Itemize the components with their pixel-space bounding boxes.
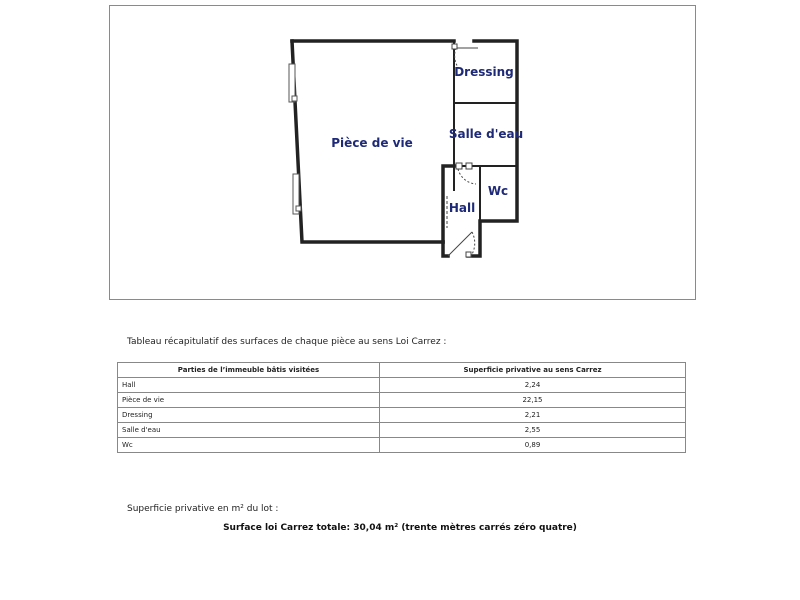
surface-cell: 2,24 (380, 378, 686, 393)
table-row (118, 408, 686, 423)
surface-cell: 2,21 (380, 408, 686, 423)
column-header-surface: Superficie privative au sens Carrez (380, 363, 686, 378)
room-label-piece-de-vie: Pièce de vie (331, 136, 413, 150)
table-row (118, 423, 686, 438)
table-header-row (118, 363, 686, 378)
windows (289, 64, 301, 214)
room-label-dressing: Dressing (454, 65, 514, 79)
lot-surface-label: Superficie privative en m² du lot : (127, 504, 279, 514)
surface-cell: 0,89 (380, 438, 686, 453)
table-row (118, 378, 686, 393)
room-name-cell: Dressing (118, 408, 380, 423)
floor-plan-drawing (110, 6, 697, 301)
column-header-parts: Parties de l’immeuble bâtis visitées (118, 363, 380, 378)
room-name-cell: Salle d'eau (118, 423, 380, 438)
room-label-hall: Hall (448, 201, 476, 215)
room-name-cell: Hall (118, 378, 380, 393)
surface-table (117, 362, 686, 453)
room-label-wc: Wc (487, 184, 509, 198)
room-name-cell: Wc (118, 438, 380, 453)
surface-cell: 2,55 (380, 423, 686, 438)
room-label-salle-d-eau: Salle d'eau (448, 127, 524, 141)
summary-intro: Tableau récapitulatif des surfaces de chaque pièce au sens Loi Carrez : (127, 337, 447, 347)
table-row (118, 393, 686, 408)
room-name-cell: Pièce de vie (118, 393, 380, 408)
surface-cell: 22,15 (380, 393, 686, 408)
floor-plan (109, 5, 696, 300)
table-row (118, 438, 686, 453)
total-surface: Surface loi Carrez totale: 30,04 m² (trente mètres carrés zéro quatre) (223, 523, 577, 533)
